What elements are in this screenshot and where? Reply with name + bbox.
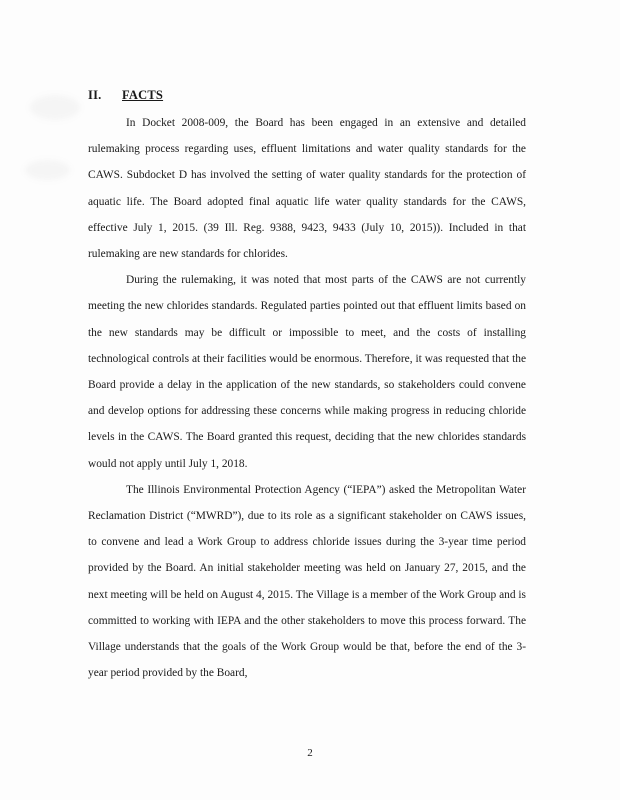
section-title: FACTS [122,88,164,102]
scan-smudge [30,95,80,120]
paragraph: During the rulemaking, it was noted that most parts of the CAWS are not currently meeting the new chlorides standards. Regulated parties pointed out that effluent limits based on the new standards may be difficult or impossible to meet, and the costs of installing technological controls at their facilities would be enormous. Therefore, it was requested that the Board provide a delay in the application of the new standards, so stakeholders could convene and develop options for addressing these concerns while making progress in reducing chloride levels in the CAWS. The Board granted this request, deciding that the new chlorides standards would not apply until July 1, 2018. [88,274,526,470]
paragraph: In Docket 2008-009, the Board has been engaged in an extensive and detailed rulemaking process regarding uses, effluent limitations and water quality standards for the CAWS. Subdocket D has involved the setting of water quality standards for the protection of aquatic life. The Board adopted final aquatic life water quality standards for the CAWS, effective July 1, 2015. (39 Ill. Reg. 9388, 9423, 9433 (July 10, 2015)). Included in that rulemaking are new standards for chlorides. [88,117,526,261]
section-heading [88,88,163,103]
body-text [88,110,526,686]
paragraph: The Illinois Environmental Protection Agency (“IEPA”) asked the Metropolitan Water Reclamation District (“MWRD”), due to its role as a significant stakeholder on CAWS issues, to convene and lead a Work Group to address chloride issues during the 3-year time period provided by the Board. An initial stakeholder meeting was held on January 27, 2015, and the next meeting will be held on August 4, 2015. The Village is a member of the Work Group and is committed to working with IEPA and the other stakeholders to move this process forward. The Village understands that the goals of the Work Group would be that, before the end of the 3-year period provided by the Board, [88,483,526,680]
section-number: II. [88,88,102,102]
page-number: 2 [307,747,313,759]
scan-smudge [25,160,70,180]
